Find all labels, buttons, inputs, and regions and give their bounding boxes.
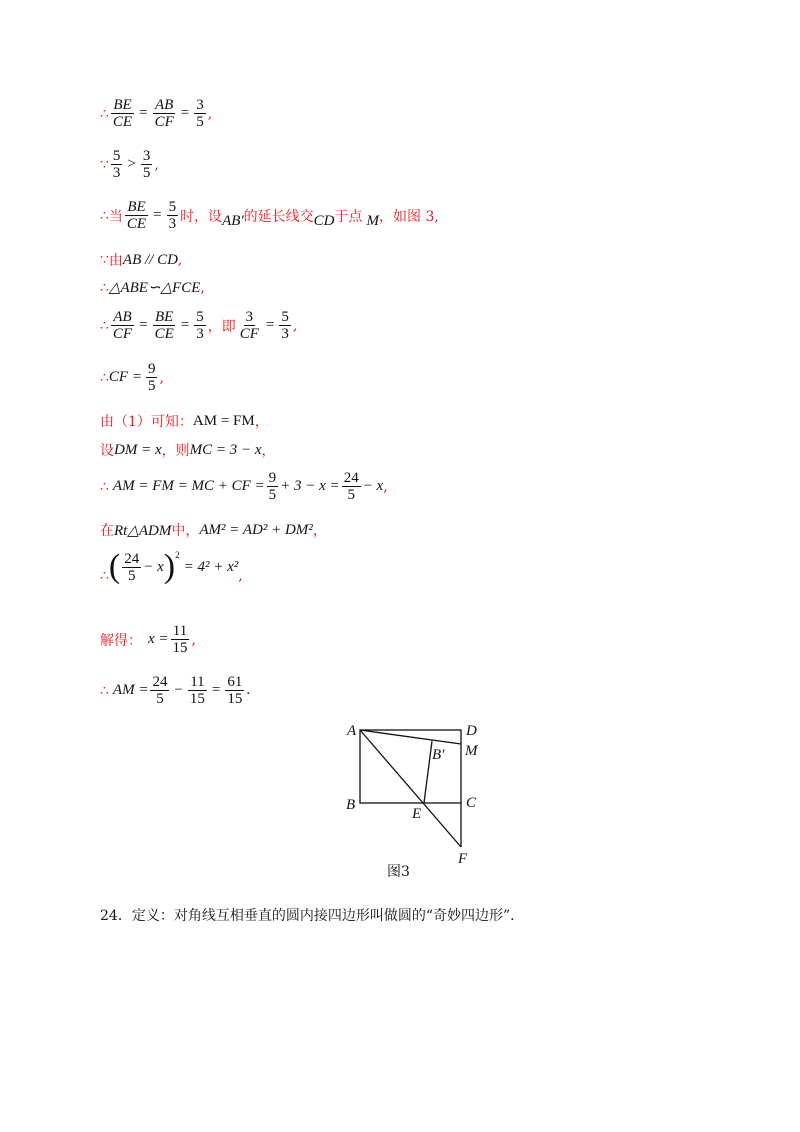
step-12: ∴ ( $\frac{24}{5}$ − x ) 2 = 4² + x² , (100, 548, 243, 585)
label-d: D (466, 723, 477, 739)
question-24: 24．定义：对角线互相垂直的圆内接四边形叫做圆的“奇妙四边形”． (100, 908, 525, 924)
fraction: $\frac{24}{5}$ (152, 674, 168, 707)
fraction: $\frac{BE}{CE}$ (154, 309, 174, 342)
fraction: $\frac{5}{3}$ (281, 309, 289, 342)
fraction: $\frac{11}{15}$ (189, 674, 205, 707)
fraction: $\frac{3}{5}$ (196, 97, 204, 130)
fraction: $\frac{24}{5}$ (124, 550, 140, 584)
fraction: $\frac{AB}{CF}$ (112, 309, 133, 342)
step-10: ∴ AM = FM = MC + CF = $\frac{9}{5}$ + 3 − x = $\frac{24}{5}$ − x , (100, 470, 388, 503)
fraction: $\frac{BE}{CE}$ (112, 97, 133, 130)
fraction: $\frac{AB}{CF}$ (154, 97, 174, 130)
fraction: $\frac{61}{15}$ (227, 674, 243, 707)
rectangle-abcd (360, 730, 461, 803)
step-8: 由（1）可知： AM = FM ， (100, 412, 269, 430)
step-4: ∵ 由 AB // CD , (100, 251, 183, 269)
therefore-symbol: ∴ (100, 105, 109, 122)
step-11: 在 Rt△ADM 中， AM² = AD² + DM² ， (100, 521, 327, 539)
fraction: $\frac{24}{5}$ (343, 470, 359, 503)
label-b-prime: B′ (432, 747, 445, 763)
segment-eb-prime (424, 741, 432, 803)
step-5: ∴ △ABE∽△FCE , (100, 279, 205, 296)
step-7: ∴ CF = $\frac{9}{5}$ , (100, 361, 164, 394)
fraction: $\frac{9}{5}$ (147, 361, 156, 394)
label-e: E (412, 806, 422, 822)
fraction: $\frac{5}{3}$ (168, 199, 177, 232)
step-3: ∴ 当 $\frac{BE}{CE}$ = $\frac{5}{3}$ 时，设 AB′ 的延长线交 CD 于点 M ，如图 3, (100, 199, 439, 232)
step-6: ∴ $\frac{AB}{CF}$ = $\frac{BE}{CE}$ = $\frac{5}{3}$ ，即 $\frac{3}{CF}$ = $\frac{5}{3}$ , (100, 309, 298, 342)
label-a: A (347, 723, 357, 739)
step-2: ∵ $\frac{5}{3}$ > $\frac{3}{5}$ , (100, 148, 159, 181)
fraction: $\frac{BE}{CE}$ (126, 199, 147, 232)
step-14: ∴ AM = $\frac{24}{5}$ − $\frac{11}{15}$ = $\frac{61}{15}$ . (100, 674, 251, 707)
fraction: $\frac{5}{3}$ (112, 148, 121, 181)
fraction: $\frac{9}{5}$ (268, 470, 277, 503)
fraction: $\frac{3}{5}$ (142, 148, 151, 181)
because-symbol: ∵ (100, 156, 109, 173)
segment-am (360, 730, 461, 744)
label-b: B (346, 797, 356, 813)
label-c: C (466, 795, 477, 811)
geometry-figure-3 (340, 716, 500, 886)
fraction: $\frac{11}{15}$ (172, 623, 188, 656)
label-m: M (465, 743, 478, 759)
segment-af (360, 730, 461, 847)
fraction: $\frac{3}{CF}$ (239, 309, 259, 342)
fraction: $\frac{5}{3}$ (196, 309, 204, 342)
figure-caption: 图3 (387, 864, 410, 880)
label-f: F (458, 851, 468, 867)
step-1: ∴ $\frac{BE}{CE}$ = $\frac{AB}{CF}$ = $\frac{3}{5}$ , (100, 97, 213, 130)
step-13: 解得： x = $\frac{11}{15}$ , (100, 623, 196, 656)
step-9: 设 DM = x ，则 MC = 3 − x ， (100, 441, 276, 459)
